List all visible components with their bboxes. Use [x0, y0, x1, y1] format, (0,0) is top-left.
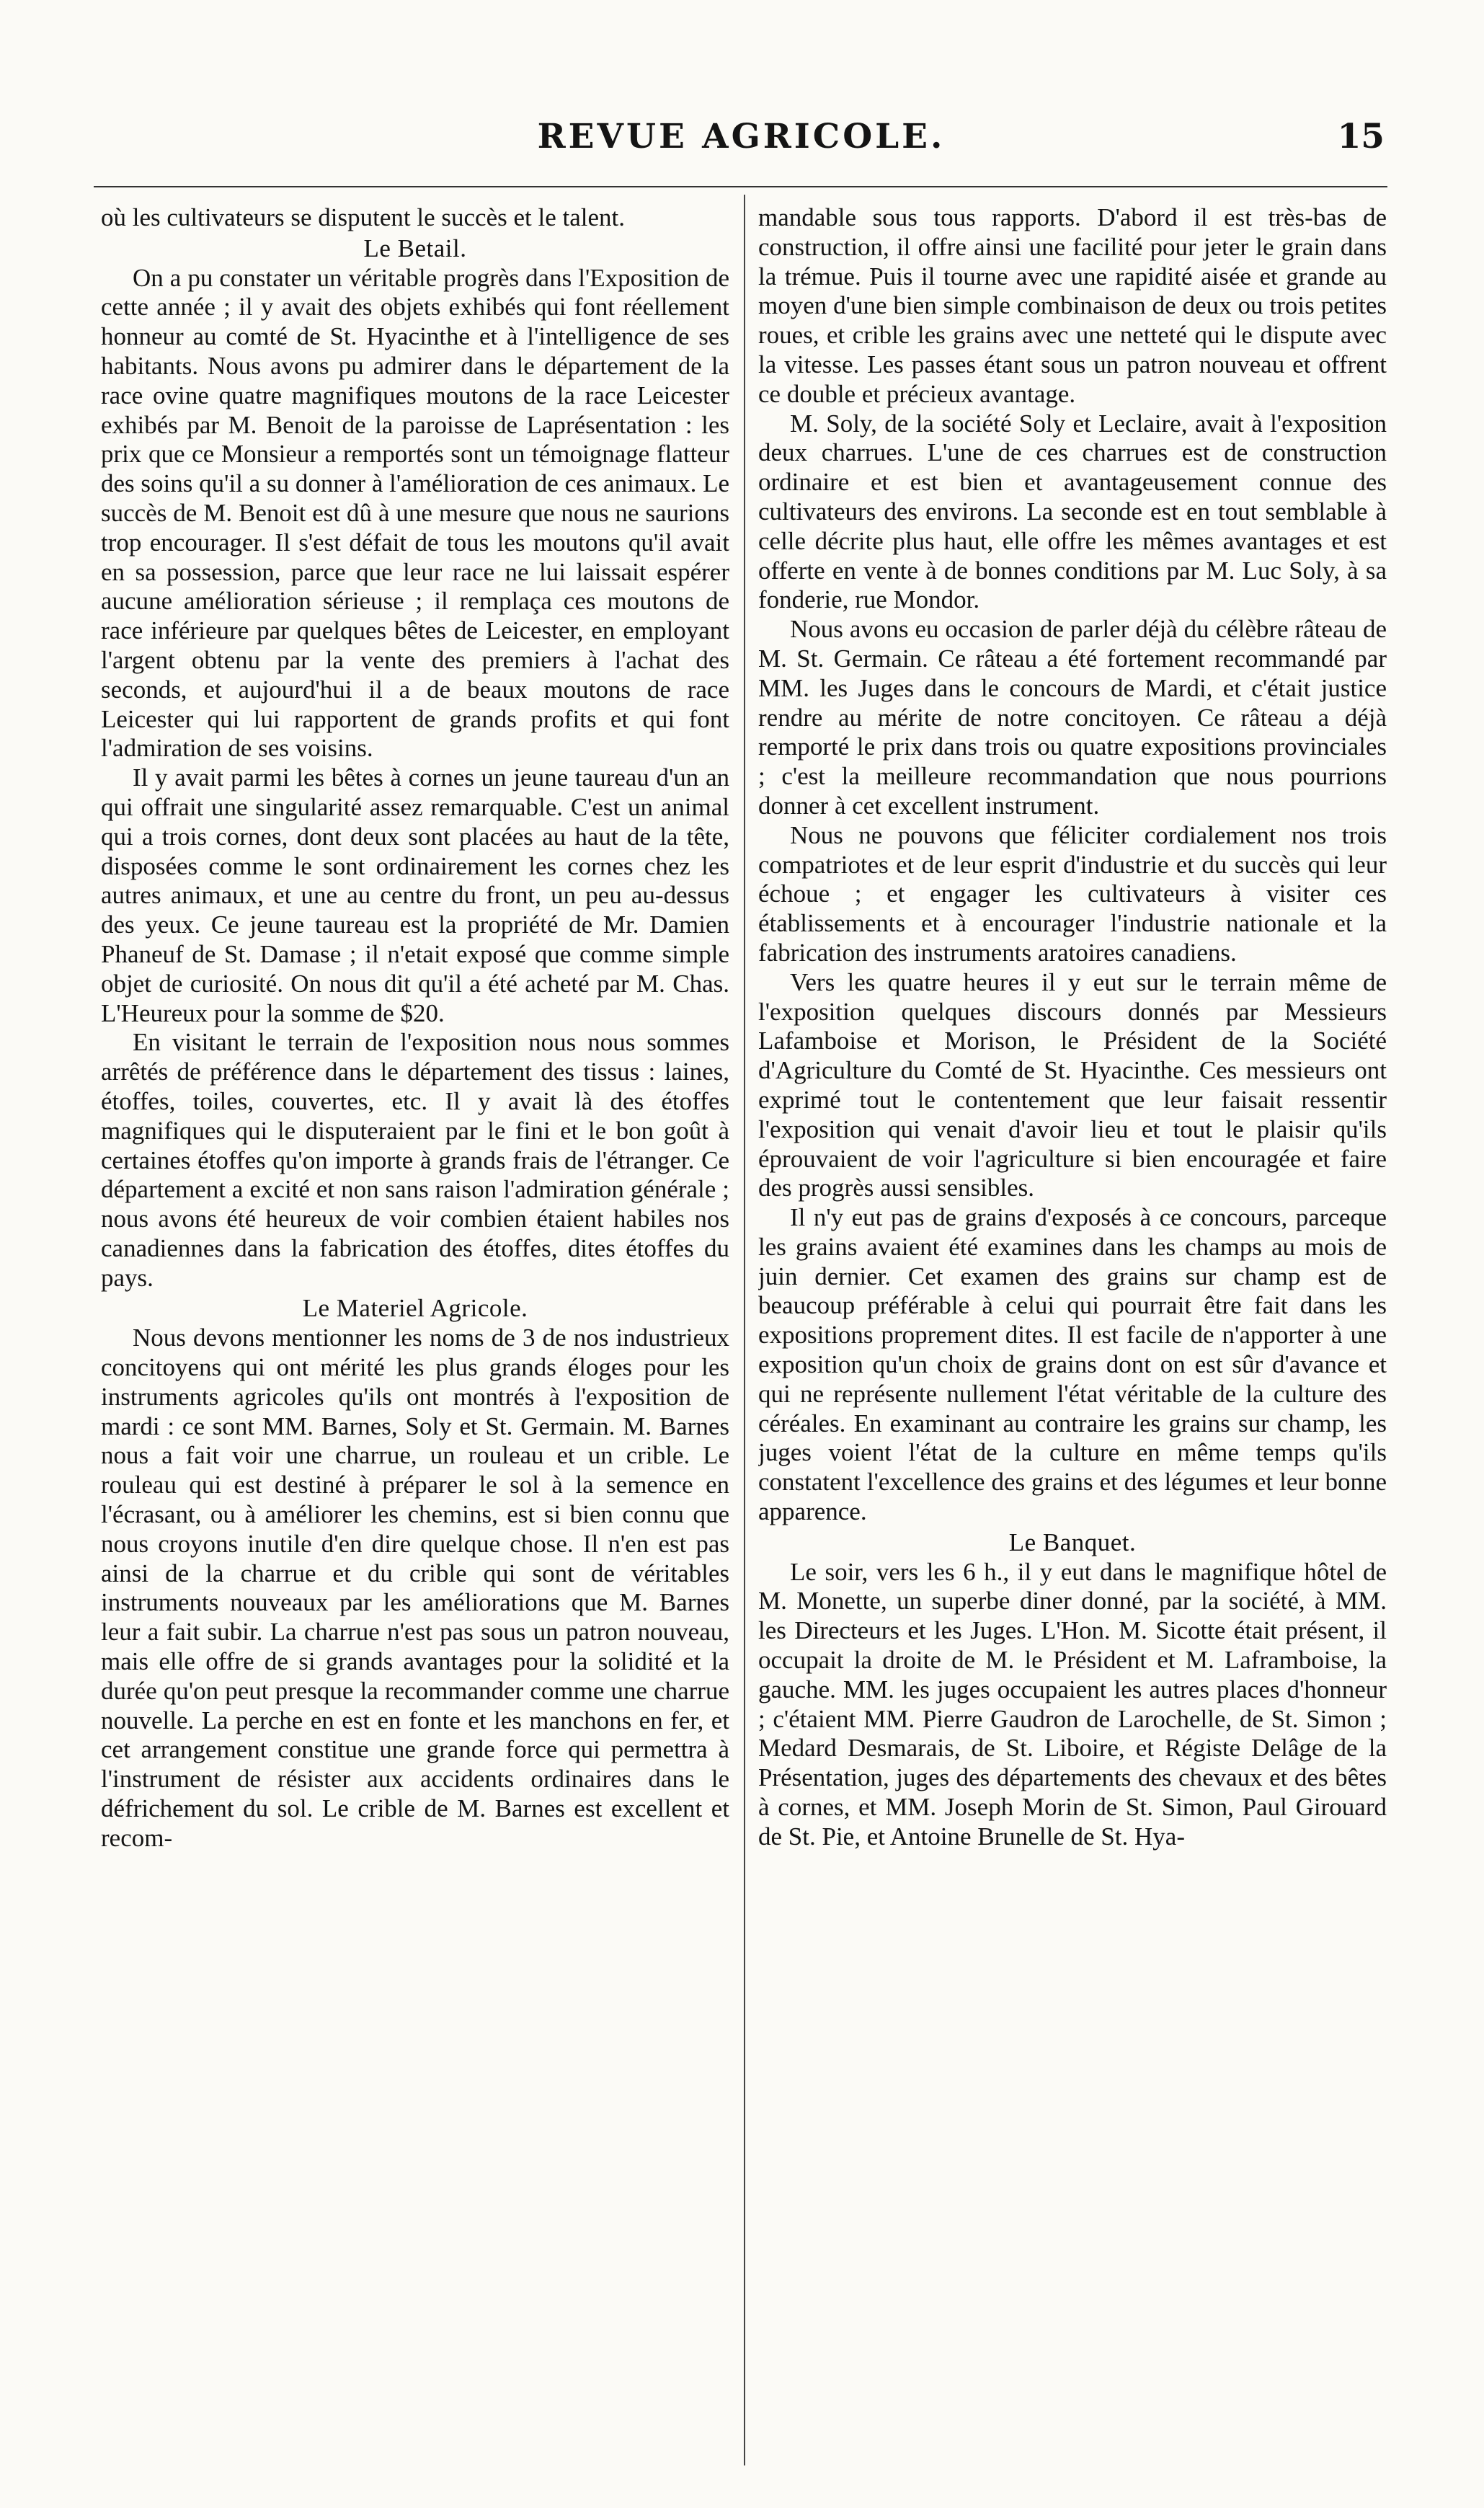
- journal-title: REVUE AGRICOLE.: [537, 117, 946, 156]
- paragraph: Il n'y eut pas de grains d'exposés à ce concours, parceque les grains avaient été examines dans les champs au mois de juin dernier. Cet examen des grains sur champ est de beaucoup préférable à celui qui pourrait être fait dans les expositions proprement dites. Il est facile de n'apporter à une exposition qu'un choix de grains dont on est sûr d'avance et qui ne représente nullement l'état véritable de la culture des céréales. En examinant au contraire les grains sur champ, les juges voient l'état de la culture en même temps qu'ils constatent l'excellence des grains et des légumes et leur bonne apparence.: [758, 1203, 1387, 1526]
- header-rule: [94, 186, 1387, 187]
- paragraph: On a pu constater un véritable progrès dans l'Exposition de cette année ; il y avait des objets exhibés qui font réellement honneur au comté de St. Hyacinthe et à l'intelligence de ses habitants. Nous avons pu admirer dans le département de la race ovine quatre magnifiques moutons de la race Leicester exhibés par M. Benoit de la paroisse de Laprésentation : les prix que ce Monsieur a remportés sont un témoignage flatteur des soins qu'il a su donner à l'amélioration de ces animaux. Le succès de M. Benoit est dû à une mesure que nous ne saurions trop encourager. Il s'est défait de tous les moutons qu'il avait en sa possession, parce que leur race ne lui laissait espérer aucune amélioration sérieuse ; il remplaça ces moutons de race inférieure par quelques bêtes de Leicester, en employant l'argent obtenu par la vente des premiers à l'achat des seconds, et aujourd'hui il a de beaux moutons de race Leicester qui lui rapportent de grands profits et qui font l'admiration de ses voisins.: [101, 263, 729, 763]
- paragraph: Nous devons mentionner les noms de 3 de nos industrieux concitoyens qui ont mérité les plus grands éloges pour les instruments agricoles qu'ils ont montrés à l'exposition de mardi : ce sont MM. Barnes, Soly et St. Germain. M. Barnes nous a fait voir une charrue, un rouleau et un crible. Le rouleau qui est destiné à préparer le sol à la semence en l'écrasant, ou à améliorer les chemins, est si bien connu que nous croyons inutile d'en dire quelque chose. Il n'en est pas ainsi de la charrue et du crible qui sont de véritables instruments nouveaux par les améliorations que M. Barnes leur a fait subir. La charrue n'est pas sous un patron nouveau, mais elle offre de si grands avantages pour la solidité et la durée qu'on peut presque la recommander comme une charrue nouvelle. La perche en est en fonte et les manchons en fer, et cet arrangement constitue une grande force qui permettra à l'instrument de résister aux accidents ordinaires dans le défrichement du sol. Le crible de M. Barnes est excellent et recom-: [101, 1324, 729, 1852]
- paragraph: où les cultivateurs se disputent le succès et le talent.: [101, 203, 626, 231]
- section-heading-banquet: Le Banquet.: [1008, 1528, 1137, 1556]
- page-number: 15: [1337, 117, 1385, 156]
- section-heading-betail: Le Betail.: [363, 234, 467, 262]
- paragraph: Vers les quatre heures il y eut sur le terrain même de l'exposition quelques discours donnés par Messieurs Lafamboise et Morison, le Président de la Société d'Agriculture du Comté de St. Hyacinthe. Ces messieurs ont exprimé tout le contentement que leur faisait ressentir l'exposition qui venait d'avoir lieu et tout le plaisir qu'ils éprouvaient de voir l'agriculture si bien encouragée et faire des progrès aussi sensibles.: [758, 967, 1387, 1202]
- column-divider: [744, 195, 745, 2465]
- paragraph: Nous avons eu occasion de parler déjà du célèbre râteau de M. St. Germain. Ce râteau a été fortement recommandé par MM. les Juges dans le concours de Mardi, et c'était justice rendre au mérite de notre concitoyen. Ce râteau a déjà remporté le prix dans trois ou quatre expositions provinciales ; c'est la meilleure recommandation que nous pourrions donner à cet excellent instrument.: [758, 615, 1387, 820]
- paragraph: Nous ne pouvons que féliciter cordialement nos trois compatriotes et de leur esprit d'industrie et du succès qui leur échoue ; et engager les cultivateurs à visiter ces établissements et à encourager l'industrie nationale et la fabrication des instruments aratoires canadiens.: [758, 820, 1387, 967]
- page-header: [98, 117, 1385, 167]
- section-heading-materiel: Le Materiel Agricole.: [302, 1294, 528, 1323]
- paragraph: En visitant le terrain de l'exposition nous nous sommes arrêtés de préférence dans le département des tissus : laines, étoffes, toiles, couvertes, etc. Il y avait là des étoffes magnifiques qui le disputeraient par le fini et le bon goût à certaines étoffes qu'on importe à grands frais de l'étranger. Ce département a excité et non sans raison l'admiration générale ; nous avons été heureux de voir combien étaient habiles nos canadiennes dans la fabrication des étoffes, dites étoffes du pays.: [101, 1028, 729, 1292]
- right-column: [758, 203, 1387, 2467]
- paragraph: Le soir, vers les 6 h., il y eut dans le magnifique hôtel de M. Monette, un superbe diner donné, par la société, à MM. les Directeurs et les Juges. L'Hon. M. Sicotte était présent, il occupait la droite de M. le Président et M. Laframboise, la gauche. MM. les juges occupaient les autres places d'honneur ; c'étaient MM. Pierre Gaudron de Larochelle, de St. Simon ; Medard Desmarais, de St. Liboire, et Régiste Delâge de la Présentation, juges des départements des chevaux et des bêtes à cornes, et MM. Joseph Morin de St. Simon, Paul Girouard de St. Pie, et Antoine Brunelle de St. Hya-: [758, 1557, 1387, 1851]
- paragraph: M. Soly, de la société Soly et Leclaire, avait à l'exposition deux charrues. L'une de ces charrues est de construction ordinaire et est bien et avantageusement connue des cultivateurs des environs. La seconde est en tout semblable à celle décrite plus haut, elle offre les mêmes avantages et est offerte en vente à de bonnes conditions par M. Luc Soly, à sa fonderie, rue Mondor.: [758, 409, 1387, 614]
- paragraph: Il y avait parmi les bêtes à cornes un jeune taureau d'un an qui offrait une singularité assez remarquable. C'est un animal qui a trois cornes, dont deux sont placées au haut de la tête, disposées comme le sont ordinairement les cornes chez les autres animaux, et une au centre du front, un peu au-dessus des yeux. Ce jeune taureau est la propriété de Mr. Damien Phaneuf de St. Damase ; il n'etait exposé que comme simple objet de curiosité. On nous dit qu'il a été acheté par M. Chas. L'Heureux pour la somme de $20.: [101, 763, 729, 1027]
- left-column: [101, 203, 729, 2467]
- paragraph: mandable sous tous rapports. D'abord il est très-bas de construction, il offre ainsi une facilité pour jeter le grain dans la trémue. Puis il tourne avec une rapidité aisée et grande au moyen d'une bien simple combinaison de deux ou trois petites roues, et crible les grains avec une netteté qui le dispute avec la vitesse. Les passes étant sous un patron nouveau et offrent ce double et précieux avantage.: [758, 203, 1387, 408]
